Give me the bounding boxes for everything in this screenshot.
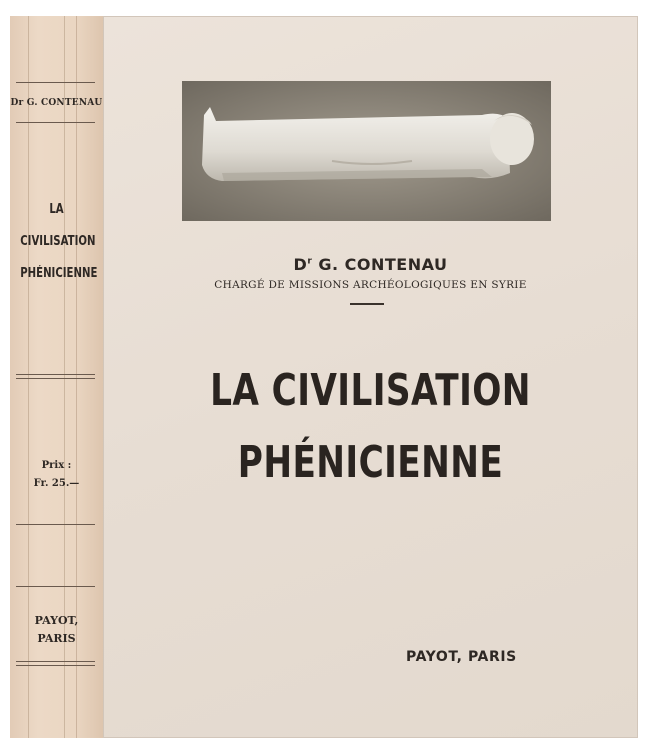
author-role: CHARGÉ DE MISSIONS ARCHÉOLOGIQUES EN SYRIE xyxy=(214,279,527,291)
book xyxy=(10,16,638,738)
spine-price-label: Prix : xyxy=(41,460,72,471)
spine-publisher-city: PARIS xyxy=(37,632,76,645)
spine-title-line: PHÉNICIENNE xyxy=(20,266,98,281)
cover-publisher: PAYOT, PARIS xyxy=(406,649,517,665)
cover-title-line-2: PHÉNICIENNE xyxy=(237,437,504,488)
spine-rule xyxy=(16,665,95,666)
spine-rule xyxy=(16,586,95,587)
book-spine xyxy=(10,16,104,738)
spine-rule xyxy=(16,378,95,379)
sarcophagus-photo xyxy=(182,81,551,221)
spine-rule xyxy=(16,524,95,525)
spine-title-line: LA xyxy=(49,202,64,217)
spine-publisher: PAYOT, xyxy=(34,614,79,627)
spine-author: Dr G. CONTENAU xyxy=(10,98,103,108)
divider xyxy=(350,303,384,305)
spine-title-line: CIVILISATION xyxy=(20,234,96,249)
cover-title-line-1: LA CIVILISATION xyxy=(210,365,531,416)
cover-author: $D^r$ G. CONTENAU xyxy=(293,255,448,274)
spine-rule xyxy=(16,82,95,83)
spine-rule xyxy=(16,374,95,375)
book-cover xyxy=(103,16,638,738)
spine-rule xyxy=(16,122,95,123)
spine-price-value: Fr. 25.— xyxy=(33,478,80,489)
spine-rule xyxy=(16,661,95,662)
